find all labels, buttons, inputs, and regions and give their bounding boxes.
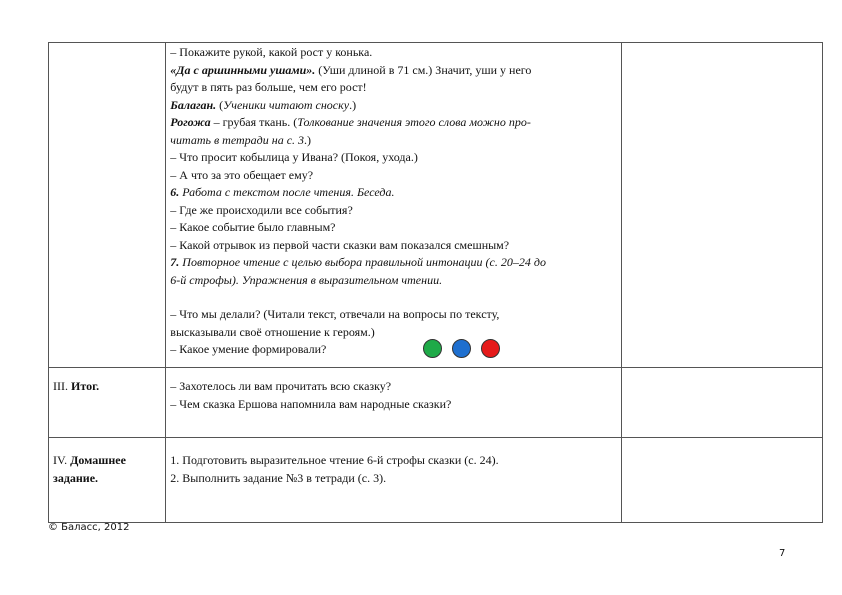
copyright-text: © Баласс, 2012 (48, 522, 130, 533)
text-line: 1. Подготовить выразительное чтение 6-й строфы сказки (с. 24). (170, 453, 499, 467)
text-fragment: – грубая ткань. ( (210, 115, 298, 129)
text-line: – Что мы делали? (Читали текст, отвечали на вопросы по тексту, (170, 307, 500, 321)
text-line (170, 114, 617, 132)
page-number: 7 (779, 548, 786, 559)
notes-cell (622, 438, 823, 523)
text-line: – Какое событие было главным? (170, 220, 336, 234)
text-line: – Какое умение формировали? (170, 342, 327, 356)
stage-title: Домашнее (70, 453, 126, 467)
red-circle-icon (481, 339, 500, 358)
stage-title: задание. (53, 470, 99, 485)
content-cell (166, 438, 622, 523)
blue-circle-icon (452, 339, 471, 358)
text-fragment: (Уши длиной в 71 см.) Значит, уши у него (315, 62, 532, 77)
quote-text: «Да с аршинными ушами». (170, 62, 316, 77)
text-line: – Захотелось ли вам прочитать всю сказку? (170, 379, 392, 393)
table-row (49, 368, 823, 438)
table-row (49, 438, 823, 523)
text-line: – А что за это обещает ему? (170, 167, 314, 182)
step-number: 6. (170, 185, 180, 199)
text-line (170, 97, 617, 115)
text-line: – Что просит кобылица у Ивана? (Покоя, ухода.) (170, 150, 418, 164)
text-line: – Чем сказка Ершова напомнила вам народные сказки? (170, 396, 452, 411)
text-fragment: ( (216, 97, 224, 112)
text-line: будут в пять раз больше, чем его рост! (170, 80, 367, 94)
stage-number: IV. (53, 453, 68, 467)
text-line: высказывали своё отношение к героям.) (170, 324, 375, 339)
stage-cell (49, 438, 166, 523)
text-line (170, 62, 617, 80)
text-fragment: Толкование значения этого слова можно про- (297, 115, 531, 129)
text-line: – Где же происходили все события? (170, 202, 353, 217)
spacer (170, 289, 617, 306)
lesson-plan-table (48, 42, 823, 523)
table-row (49, 43, 823, 368)
text-line (170, 272, 617, 290)
step-title: Повторное чтение с целью выбора правильной интонации (с. 20–24 до (179, 255, 546, 269)
text-line: – Какой отрывок из первой части сказки вам показался смешным? (170, 237, 510, 252)
step-title: 6-й строфы). Упражнения в выразительном чтении. (170, 272, 443, 287)
step-title: Работа с текстом после чтения. Беседа. (179, 185, 395, 199)
text-line: 2. Выполнить задание №3 в тетради (с. 3). (170, 470, 387, 485)
content-cell (166, 43, 622, 368)
text-fragment: Ученики читают сноску (223, 97, 350, 112)
content-cell (166, 368, 622, 438)
stage-cell (49, 368, 166, 438)
stage-title: Итог. (71, 379, 100, 393)
text-fragment: .) (304, 132, 312, 147)
notes-cell (622, 368, 823, 438)
assessment-circles (423, 339, 500, 358)
notes-cell (622, 43, 823, 368)
stage-cell (49, 43, 166, 368)
text-line (170, 132, 617, 150)
stage-number: III. (53, 379, 68, 393)
text-line (170, 254, 617, 272)
text-line (170, 184, 617, 202)
step-number: 7. (170, 255, 180, 269)
text-line: – Покажите рукой, какой рост у конька. (170, 45, 373, 59)
text-fragment: .) (349, 97, 357, 112)
term-text: Балаган. (170, 97, 217, 112)
text-fragment: читать в тетради на с. 3 (170, 132, 305, 147)
term-text: Рогожа (170, 115, 211, 129)
green-circle-icon (423, 339, 442, 358)
